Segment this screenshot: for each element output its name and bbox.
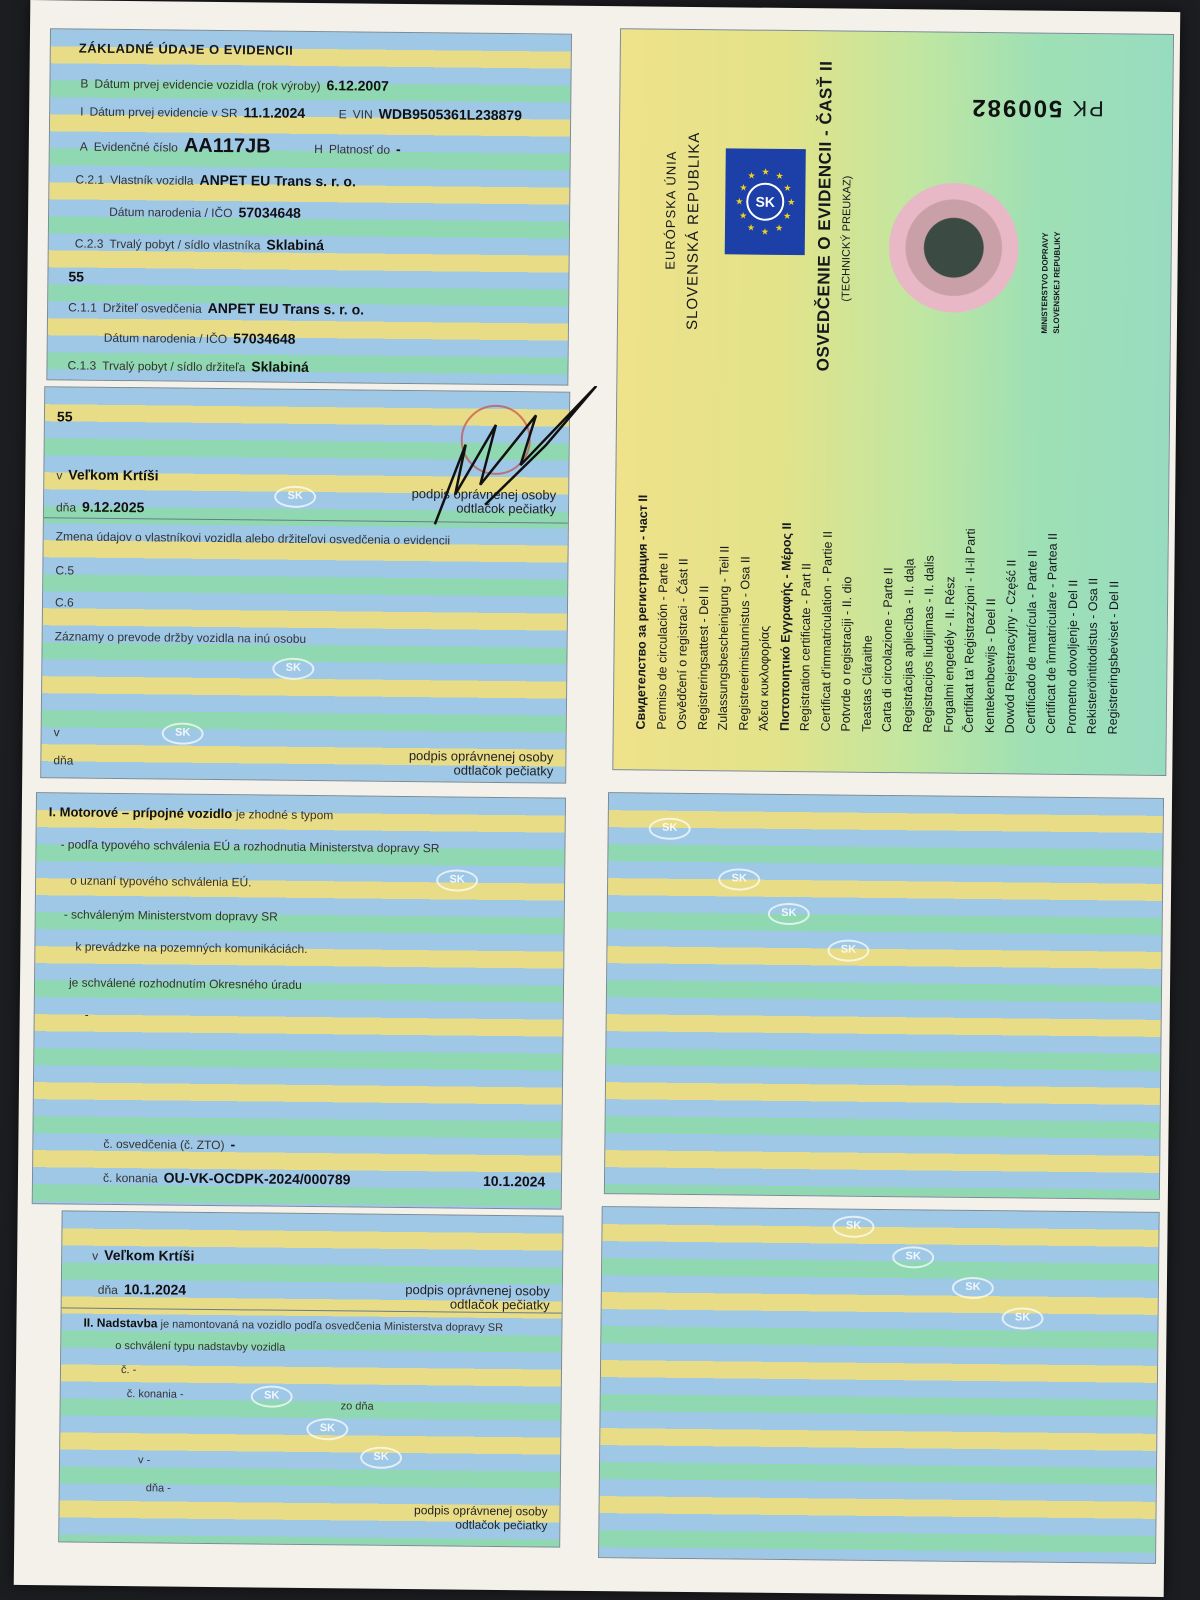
language-label: Zulassungsbescheinigung - Teil II bbox=[715, 545, 732, 731]
field-first-registration-sr: I Dátum prvej evidencie v SR 11.1.2024 E VIN WDB9505361L238879 bbox=[80, 104, 523, 124]
field-first-registration: B Dátum prvej evidencie vozidla (rok výroby) 6.12.2007 bbox=[80, 76, 389, 94]
sk-seal-icon: SK bbox=[360, 1447, 402, 1469]
language-label: Certificat de înmatriculare - Partea II bbox=[1043, 532, 1060, 734]
language-label: Potvrde o registraciji - II. dio bbox=[838, 576, 855, 732]
signature-caption-4: podpis oprávnenej osoby odtlačok pečiatky bbox=[414, 1503, 548, 1533]
issue-place: v Veľkom Krtíši bbox=[56, 466, 159, 484]
sk-seal-icon: SK bbox=[251, 1385, 293, 1407]
zto-field: č. osvedčenia (č. ZTO) - bbox=[103, 1136, 236, 1153]
bodywork-date: dňa - bbox=[145, 1482, 171, 1495]
sk-seal-icon: SK bbox=[162, 722, 204, 744]
blank-panel-right-bottom bbox=[598, 1206, 1160, 1564]
change-title: Zmena údajov o vlastníkovi vozidla alebo držiteľovi osvedčenia o evidencii bbox=[55, 529, 451, 548]
sk-seal-icon: SK bbox=[649, 818, 691, 840]
bodywork-panel bbox=[58, 1210, 563, 1547]
sk-seal-icon: SK bbox=[436, 869, 478, 891]
language-label: Dowód Rejestracyjny - Część II bbox=[1002, 559, 1019, 734]
language-label: Registreringsattest - Del II bbox=[695, 585, 711, 731]
eu-flag-icon: SK ★ ★ ★ ★ ★ ★ ★ ★ ★ ★ ★ ★ bbox=[725, 148, 806, 255]
language-label: Πιστοποιητικό Εγγραφής - Μέρος ΙΙ bbox=[777, 522, 794, 732]
sk-seal-icon: SK bbox=[1001, 1307, 1043, 1329]
konania-field: č. konania OU-VK-OCDPK-2024/000789 10.1.2024 bbox=[102, 1169, 546, 1190]
approval-line-4: k prevádzke na pozemných komunikáciách. bbox=[75, 939, 308, 956]
approval-line-2: o uznaní typového schválenia EÚ. bbox=[70, 873, 252, 890]
sk-seal-icon: SK bbox=[768, 903, 810, 925]
sk-seal-icon: SK bbox=[827, 939, 869, 961]
language-label: Άδεια κυκλοφορίας bbox=[756, 625, 772, 731]
certificate-subtitle: (TECHNICKÝ PREUKAZ) bbox=[840, 175, 854, 302]
section-header: ZÁKLADNÉ ÚDAJE O EVIDENCII bbox=[78, 40, 294, 58]
sk-seal-icon: SK bbox=[272, 658, 314, 680]
sk-seal-icon: SK bbox=[306, 1418, 348, 1440]
language-label: Osvědčení o registraci - Část II bbox=[674, 558, 691, 730]
field-c5: C.5 bbox=[55, 563, 75, 578]
registration-certificate bbox=[14, 0, 1181, 1597]
ministry-label-2: SLOVENSKEJ REPUBLIKY bbox=[1051, 231, 1062, 334]
field-55: 55 bbox=[68, 268, 85, 285]
sk-seal-icon: SK bbox=[952, 1277, 994, 1299]
field-55-second: 55 bbox=[56, 408, 73, 425]
language-label: Свидетелство за регистрация - част II bbox=[633, 494, 651, 730]
bodywork-konania: č. konania - bbox=[126, 1388, 184, 1401]
language-label: Teastas Cláraithe bbox=[859, 635, 875, 732]
language-label: Registrācijas apliecība - II. daļa bbox=[900, 558, 917, 733]
field-holder-ico: Dátum narodenia / IČO 57034648 bbox=[103, 330, 296, 347]
field-owner: C.2.1 Vlastník vozidla ANPET EU Trans s. r. o. bbox=[75, 171, 356, 190]
type-approval-panel bbox=[32, 792, 566, 1210]
bottom-date: dňa 10.1.2024 bbox=[97, 1281, 187, 1298]
ministry-label-1: MINISTERSTVO DOPRAVY bbox=[1039, 232, 1050, 334]
approval-line-1: - podľa typového schválenia EÚ a rozhodnutia Ministerstva dopravy SR bbox=[60, 837, 440, 856]
sk-seal-icon: SK bbox=[718, 868, 760, 890]
transfer-title: Záznamy o prevode držby vozidla na inú osobu bbox=[54, 629, 307, 646]
language-label: Prometno dovoljenje - Del II bbox=[1064, 579, 1080, 735]
transfer-place: v bbox=[53, 725, 60, 740]
transfer-date: dňa bbox=[53, 753, 74, 768]
signature-caption: podpis oprávnenej osoby odtlačok pečiatky bbox=[411, 486, 557, 517]
approval-dash: - bbox=[84, 1007, 89, 1022]
approval-line-5: je schválené rozhodnutím Okresného úradu bbox=[68, 975, 302, 992]
language-label: Certificat d'immatriculation - Partie II bbox=[818, 530, 835, 732]
signature-caption-2: podpis oprávnenej osoby odtlačok pečiatky bbox=[408, 748, 554, 779]
language-label: Forgalmi engedély - II. Rész bbox=[941, 576, 957, 733]
issue-date: dňa 9.12.2025 bbox=[55, 498, 145, 516]
bodywork-type: o schválení typu nadstavby vozidla bbox=[115, 1339, 286, 1354]
serial-number: PK 500982 bbox=[970, 93, 1104, 122]
blank-panel-right-middle bbox=[604, 792, 1164, 1200]
sk-seal-icon: SK bbox=[892, 1246, 934, 1268]
republic-label: SLOVENSKÁ REPUBLIKA bbox=[683, 131, 703, 331]
certificate-cover-panel bbox=[612, 28, 1174, 776]
sk-seal-icon: SK bbox=[274, 486, 316, 508]
language-label: Registration certificate - Part II bbox=[797, 562, 814, 732]
motor-vehicle-title: I. Motorové – prípojné vozidlo je zhodné s typom bbox=[48, 804, 334, 823]
language-label: Kentekenbewijs - Deel II bbox=[982, 598, 998, 734]
field-holder-address: C.1.3 Trvalý pobyt / sídlo držiteľa Sklabiná bbox=[67, 358, 309, 375]
approval-line-3: - schváleným Ministerstvom dopravy SR bbox=[63, 907, 278, 924]
eu-label: EURÓPSKA ÚNIA bbox=[662, 150, 679, 270]
field-registration-number: A Evidenčné číslo AA117JB H Platnosť do - bbox=[79, 134, 401, 158]
language-label: Registreringsbeviset - Del II bbox=[1105, 580, 1121, 735]
bodywork-number: č. - bbox=[120, 1364, 137, 1377]
language-label: Registracijos liudijimas - II. dalis bbox=[920, 555, 937, 733]
field-c6: C.6 bbox=[54, 595, 74, 610]
language-label: Čertifikat ta' Reġistrazzjoni - II-il Parti bbox=[961, 528, 978, 733]
language-label: Carta di circolazione - Parte II bbox=[879, 567, 896, 733]
language-label: Rekisteröintitodistus - Osa II bbox=[1084, 577, 1101, 735]
language-label: Certificado de matrícula - Parte II bbox=[1023, 550, 1040, 734]
basic-registration-data-panel bbox=[46, 28, 572, 385]
bodywork-zo-dna: zo dňa bbox=[340, 1400, 374, 1413]
bodywork-title: II. Nadstavba je namontovaná na vozidlo podľa osvedčenia Ministerstva dopravy SR bbox=[83, 1315, 504, 1335]
bottom-place: v Veľkom Krtíši bbox=[92, 1246, 195, 1264]
field-owner-ico: Dátum narodenia / IČO 57034648 bbox=[109, 204, 301, 221]
field-owner-address: C.2.3 Trvalý pobyt / sídlo vlastníka Sklabiná bbox=[74, 236, 325, 254]
handwritten-signature-icon bbox=[425, 384, 607, 536]
hologram-icon bbox=[888, 182, 1019, 313]
certificate-title: OSVEDČENIE O EVIDENCII - ČASŤ II bbox=[813, 60, 836, 372]
field-holder: C.1.1 Držiteľ osvedčenia ANPET EU Trans s. r. o. bbox=[68, 299, 365, 318]
bodywork-place: v - bbox=[137, 1454, 151, 1467]
language-label: Registreerimistunnistus - Osa II bbox=[736, 556, 753, 731]
signature-caption-3: podpis oprávnenej osoby odtlačok pečiatky bbox=[405, 1282, 550, 1313]
sk-seal-icon: SK bbox=[832, 1215, 874, 1237]
language-label: Permiso de circulación - Parte II bbox=[654, 552, 671, 730]
